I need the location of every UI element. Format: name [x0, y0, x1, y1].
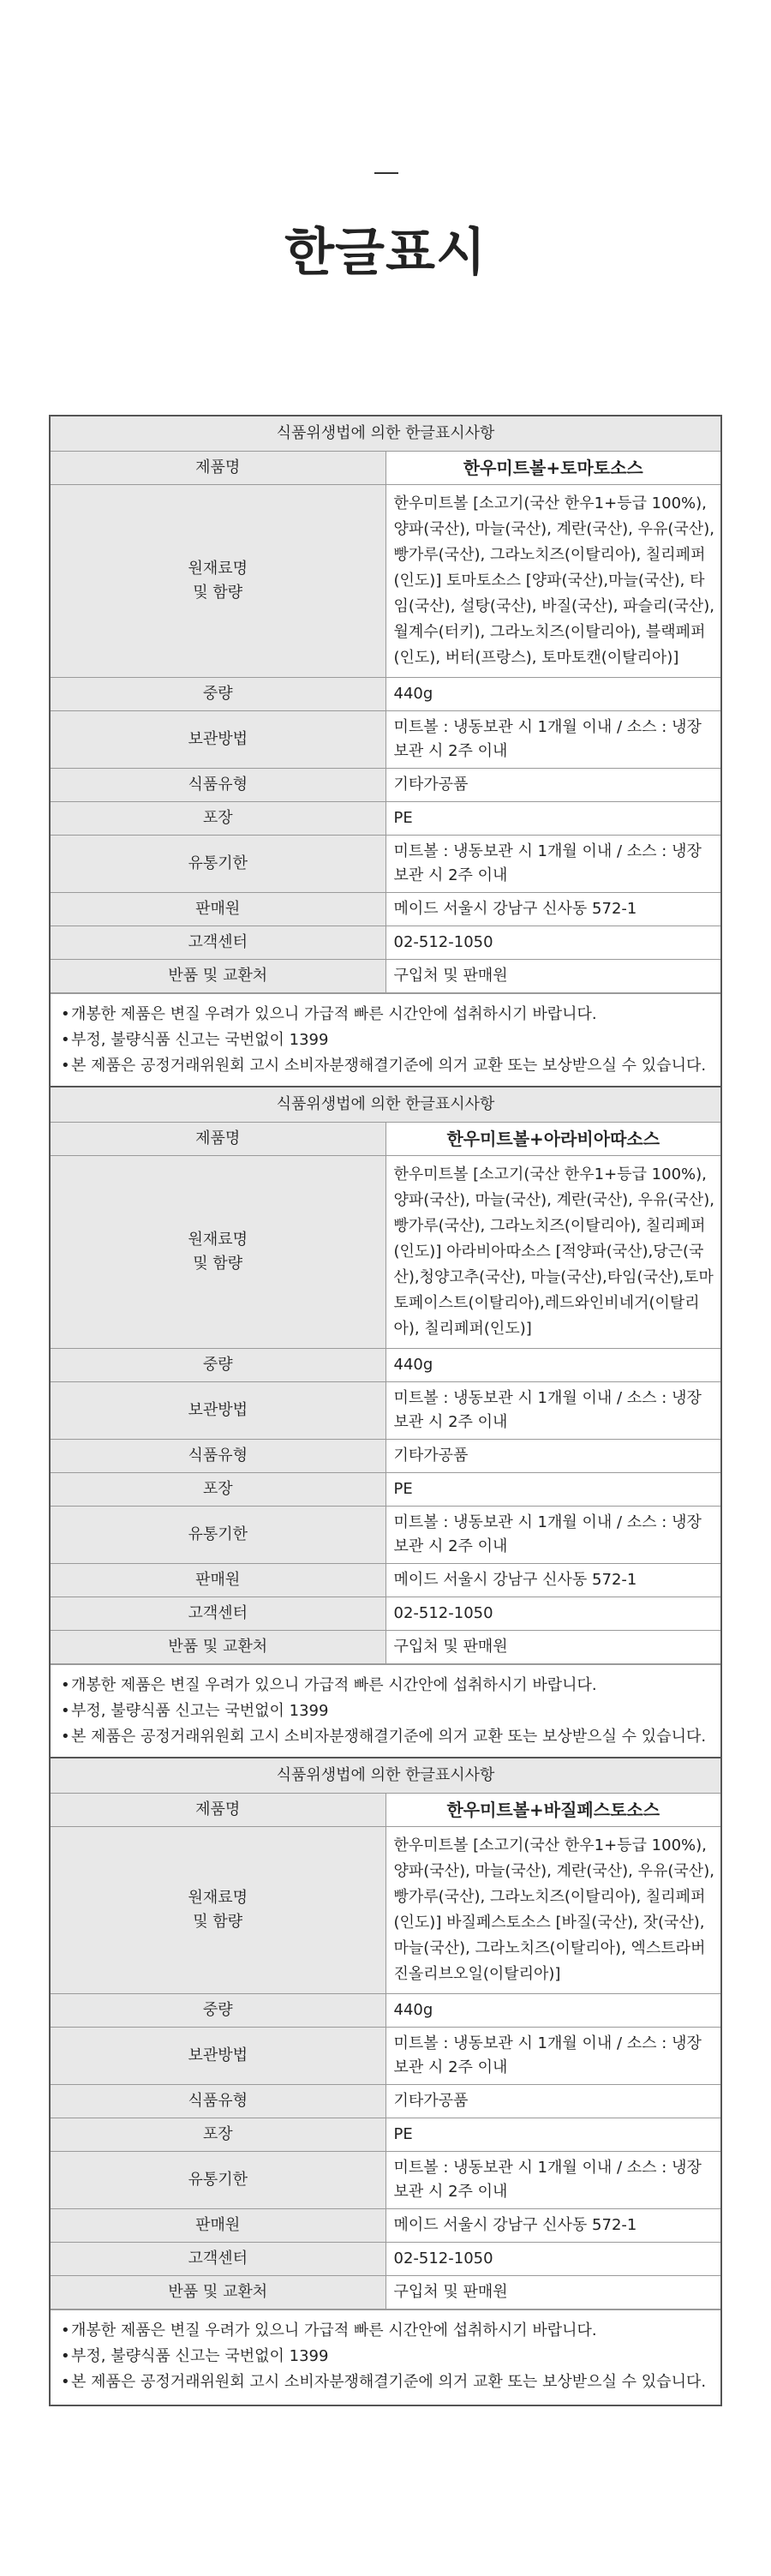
- info-row-packaging: [51, 2118, 720, 2152]
- info-row-returns: [51, 1631, 720, 1664]
- note-item: • 부정, 불량식품 신고는 국번없이 1399: [61, 1698, 710, 1724]
- ingredients-row: [51, 485, 720, 678]
- info-value: 02-512-1050: [386, 926, 720, 960]
- info-row-packaging: [51, 1473, 720, 1507]
- label-header-row: [51, 1087, 720, 1123]
- info-row-food-type: [51, 769, 720, 802]
- info-row-customer-center: [51, 1597, 720, 1631]
- info-row-seller: [51, 2209, 720, 2243]
- info-key: 고객센터: [51, 2243, 386, 2276]
- info-value: 미트볼 : 냉동보관 시 1개월 이내 / 소스 : 냉장보관 시 2주 이내: [386, 2152, 720, 2209]
- ingredients-key: 원재료명 및 함량: [51, 1156, 386, 1349]
- info-value: 미트볼 : 냉동보관 시 1개월 이내 / 소스 : 냉장보관 시 2주 이내: [386, 2028, 720, 2085]
- product-row: [51, 1794, 720, 1827]
- product-row: [51, 452, 720, 485]
- note-item: • 본 제품은 공정거래위원회 고시 소비자분쟁해결기준에 의거 교환 또는 보상받으실 수 있습니다.: [61, 1724, 710, 1750]
- info-row-weight: [51, 1994, 720, 2028]
- label-notes: [51, 2309, 720, 2405]
- info-value: PE: [386, 802, 720, 836]
- info-value: 메이드 서울시 강남구 신사동 572-1: [386, 2209, 720, 2243]
- label-header: 식품위생법에 의한 한글표시사항: [51, 1087, 720, 1123]
- product-row: [51, 1123, 720, 1156]
- info-row-seller: [51, 893, 720, 926]
- label-table: [51, 1087, 720, 1664]
- product-key: 제품명: [51, 1123, 386, 1156]
- info-row-food-type: [51, 1440, 720, 1473]
- info-value: 미트볼 : 냉동보관 시 1개월 이내 / 소스 : 냉장보관 시 2주 이내: [386, 1507, 720, 1564]
- note-item: • 본 제품은 공정거래위원회 고시 소비자분쟁해결기준에 의거 교환 또는 보상받으실 수 있습니다.: [61, 1053, 710, 1079]
- info-value: 구입처 및 판매원: [386, 1631, 720, 1664]
- label-notes: [51, 1664, 720, 1759]
- info-value: 메이드 서울시 강남구 신사동 572-1: [386, 893, 720, 926]
- info-row-expiry: [51, 836, 720, 893]
- ingredients-row: [51, 1827, 720, 1994]
- food-label-tomato: [49, 415, 722, 1090]
- info-key: 판매원: [51, 2209, 386, 2243]
- info-row-packaging: [51, 802, 720, 836]
- info-key: 보관방법: [51, 711, 386, 769]
- food-label-arrabbiata: [49, 1086, 722, 1761]
- ingredients-key: 원재료명 및 함량: [51, 1827, 386, 1994]
- label-table: [51, 416, 720, 993]
- info-value: 메이드 서울시 강남구 신사동 572-1: [386, 1564, 720, 1597]
- info-key: 포장: [51, 2118, 386, 2152]
- ingredients-row: [51, 1156, 720, 1349]
- info-key: 식품유형: [51, 769, 386, 802]
- info-row-customer-center: [51, 2243, 720, 2276]
- note-item: • 부정, 불량식품 신고는 국번없이 1399: [61, 2344, 710, 2369]
- info-row-customer-center: [51, 926, 720, 960]
- info-key: 유통기한: [51, 836, 386, 893]
- note-item: • 개봉한 제품은 변질 우려가 있으니 가급적 빠른 시간안에 섭취하시기 바랍니다.: [61, 1673, 710, 1698]
- info-value: 02-512-1050: [386, 1597, 720, 1631]
- label-header-row: [51, 1758, 720, 1794]
- label-table: [51, 1758, 720, 2309]
- info-value: 미트볼 : 냉동보관 시 1개월 이내 / 소스 : 냉장보관 시 2주 이내: [386, 1382, 720, 1440]
- info-key: 고객센터: [51, 1597, 386, 1631]
- product-name: 한우미트볼+바질페스토소스: [386, 1794, 720, 1827]
- info-value: 440g: [386, 1994, 720, 2028]
- info-value: 구입처 및 판매원: [386, 2276, 720, 2309]
- product-name: 한우미트볼+아라비아따소스: [386, 1123, 720, 1156]
- info-row-weight: [51, 1349, 720, 1382]
- info-key: 포장: [51, 802, 386, 836]
- info-value: 구입처 및 판매원: [386, 960, 720, 993]
- info-value: 기타가공품: [386, 769, 720, 802]
- page-title: 한글표시: [284, 223, 487, 283]
- info-value: PE: [386, 2118, 720, 2152]
- info-value: 02-512-1050: [386, 2243, 720, 2276]
- note-item: • 본 제품은 공정거래위원회 고시 소비자분쟁해결기준에 의거 교환 또는 보상받으실 수 있습니다.: [61, 2369, 710, 2395]
- ingredients-value: 한우미트볼 [소고기(국산 한우1+등급 100%), 양파(국산), 마늘(국산), 계란(국산), 우유(국산), 빵가루(국산), 그라노치즈(이탈리아), 칠리페퍼(인도)] 아라비아따소스 [적양파(국산),당근(국산),청양고추(국산), 마늘(국산),타임(국산),토마토페이스트(이탈리아),레드와인비네거(이탈리아), 칠리페퍼(인도)]: [386, 1156, 720, 1349]
- info-row-storage: [51, 2028, 720, 2085]
- info-row-returns: [51, 2276, 720, 2309]
- ingredients-key: 원재료명 및 함량: [51, 485, 386, 678]
- info-key: 식품유형: [51, 1440, 386, 1473]
- note-item: • 부정, 불량식품 신고는 국번없이 1399: [61, 1027, 710, 1053]
- label-header: 식품위생법에 의한 한글표시사항: [51, 1758, 720, 1794]
- info-key: 중량: [51, 1994, 386, 2028]
- info-value: 440g: [386, 678, 720, 711]
- ingredients-value: 한우미트볼 [소고기(국산 한우1+등급 100%), 양파(국산), 마늘(국산), 계란(국산), 우유(국산), 빵가루(국산), 그라노치즈(이탈리아), 칠리페퍼(인도)] 바질페스토소스 [바질(국산), 잣(국산), 마늘(국산), 그라노치즈(이탈리아), 엑스트라버진올리브오일(이탈리아)]: [386, 1827, 720, 1994]
- info-value: 미트볼 : 냉동보관 시 1개월 이내 / 소스 : 냉장보관 시 2주 이내: [386, 711, 720, 769]
- info-key: 반품 및 교환처: [51, 1631, 386, 1664]
- info-row-seller: [51, 1564, 720, 1597]
- product-key: 제품명: [51, 1794, 386, 1827]
- info-key: 반품 및 교환처: [51, 960, 386, 993]
- info-key: 중량: [51, 1349, 386, 1382]
- label-header: 식품위생법에 의한 한글표시사항: [51, 416, 720, 452]
- label-header-row: [51, 416, 720, 452]
- info-key: 반품 및 교환처: [51, 2276, 386, 2309]
- info-row-food-type: [51, 2085, 720, 2118]
- ingredients-value: 한우미트볼 [소고기(국산 한우1+등급 100%), 양파(국산), 마늘(국산), 계란(국산), 우유(국산), 빵가루(국산), 그라노치즈(이탈리아), 칠리페퍼(인도)] 토마토소스 [양파(국산),마늘(국산), 타임(국산), 설탕(국산), 바질(국산), 파슬리(국산), 월계수(터키), 그라노치즈(이탈리아), 블랙페퍼(인도), 버터(프랑스), 토마토캔(이탈리아)]: [386, 485, 720, 678]
- info-row-returns: [51, 960, 720, 993]
- info-row-storage: [51, 711, 720, 769]
- info-key: 식품유형: [51, 2085, 386, 2118]
- product-name: 한우미트볼+토마토소스: [386, 452, 720, 485]
- info-row-expiry: [51, 1507, 720, 1564]
- info-row-weight: [51, 678, 720, 711]
- title-dash-divider: [374, 172, 398, 174]
- info-key: 유통기한: [51, 2152, 386, 2209]
- food-label-basil-pesto: [49, 1757, 722, 2406]
- info-key: 중량: [51, 678, 386, 711]
- info-value: 440g: [386, 1349, 720, 1382]
- info-value: 기타가공품: [386, 2085, 720, 2118]
- info-key: 유통기한: [51, 1507, 386, 1564]
- info-value: 미트볼 : 냉동보관 시 1개월 이내 / 소스 : 냉장보관 시 2주 이내: [386, 836, 720, 893]
- info-key: 판매원: [51, 893, 386, 926]
- info-row-expiry: [51, 2152, 720, 2209]
- info-value: 기타가공품: [386, 1440, 720, 1473]
- info-key: 보관방법: [51, 1382, 386, 1440]
- info-key: 판매원: [51, 1564, 386, 1597]
- note-item: • 개봉한 제품은 변질 우려가 있으니 가급적 빠른 시간안에 섭취하시기 바랍니다.: [61, 1002, 710, 1027]
- product-key: 제품명: [51, 452, 386, 485]
- note-item: • 개봉한 제품은 변질 우려가 있으니 가급적 빠른 시간안에 섭취하시기 바랍니다.: [61, 2318, 710, 2344]
- info-key: 포장: [51, 1473, 386, 1507]
- info-key: 고객센터: [51, 926, 386, 960]
- info-row-storage: [51, 1382, 720, 1440]
- info-key: 보관방법: [51, 2028, 386, 2085]
- info-value: PE: [386, 1473, 720, 1507]
- label-notes: [51, 993, 720, 1088]
